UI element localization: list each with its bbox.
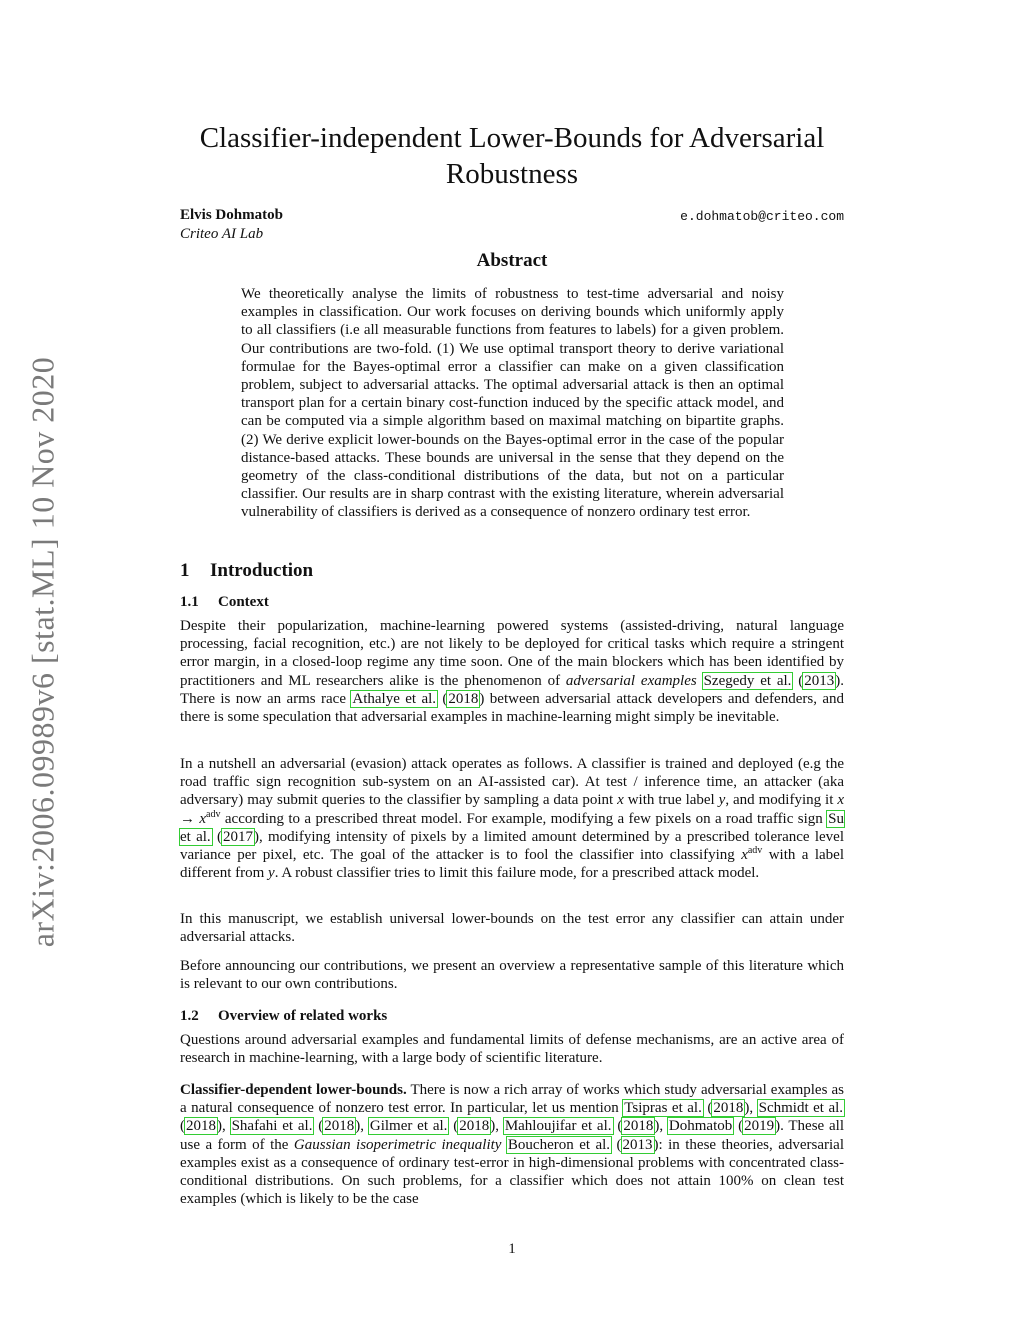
subsection-number: 1.2 (180, 1008, 199, 1024)
citation-link[interactable]: Su et al. (180, 810, 844, 845)
section-heading-introduction (180, 560, 844, 582)
citation-year-link[interactable]: 2017 (222, 828, 253, 845)
paragraph-context-3: In this manuscript, we establish universal lower-bounds on the test error any classifier can attain under adversarial attacks. (180, 911, 844, 946)
paragraph-context-4: Before announcing our contributions, we present an overview a representative sample of this literature which is relevant to our own contributions. (180, 958, 844, 993)
paragraph-related-1: Questions around adversarial examples and fundamental limits of defense mechanisms, are an active area of research in machine-learning, with a large body of scientific literature. (180, 1032, 844, 1067)
paragraph-lead: Classifier-dependent lower-bounds. (180, 1082, 407, 1098)
citation-link[interactable]: Dohmatob (668, 1118, 733, 1135)
citation-year-link[interactable]: 2018 (324, 1118, 355, 1135)
arxiv-identifier-stamp: arXiv:2006.09989v6 [stat.ML] 10 Nov 2020 (24, 356, 61, 948)
citation-year-link[interactable]: 2013 (804, 672, 835, 689)
citation-year-link[interactable]: 2019 (744, 1118, 775, 1135)
citation-link[interactable]: Schmidt et al. (758, 1100, 844, 1117)
abstract-heading: Abstract (476, 250, 548, 271)
citation-year-link[interactable]: 2018 (186, 1118, 216, 1135)
subsection-title: Overview of related works (218, 1008, 388, 1024)
subsection-heading-related-works (180, 1007, 844, 1025)
citation-link[interactable]: Tsipras et al. (624, 1100, 702, 1117)
subsection-heading-context (180, 593, 844, 611)
paragraph-related-2: Classifier-dependent lower-bounds. There is now a rich array of works which study adversarial examples as a natural consequence of nonzero test error. In particular, let us mention Tsipras et al. (2018), Schmidt et al. (2018), Shafahi et al. (2018), Gilmer et al. (2018), Mahloujifar et al. (2018), Dohmatob (2019). These all use a form of the Gaussian isoperimetric inequality Boucheron et al. (2013): in these theories, adversarial examples exist as a consequence of ordinary test-error in high-dimensional problems with concentrated class-conditional distributions. On such problems, for a classifier which does not attain 100% on clean test examples (which is likely to be the case (180, 1082, 845, 1208)
citation-link[interactable]: Gilmer et al. (369, 1118, 448, 1135)
paragraph-context-1: Despite their popularization, machine-learning powered systems (assisted-driving, natural language processing, facial recognition, etc.) are not likely to be deployed for critical tasks which require a stringent error margin, in a closed-loop regime any time soon. One of the main blockers which has been identified by practitioners and ML researchers alike is the phenomenon of adversarial examples Szegedy et al. (2013). There is now an arms race Athalye et al. (2018) between adversarial attack developers and defenders, and there is some speculation that adversarial examples in machine-learning might simply be inevitable. (180, 618, 845, 726)
citation-link[interactable]: Shafahi et al. (231, 1118, 313, 1135)
author-email[interactable]: e.dohmatob@criteo.com (680, 209, 844, 224)
citation-year-link[interactable]: 2013 (622, 1136, 653, 1153)
section-number: 1 (180, 560, 190, 581)
citation-link[interactable]: Mahloujifar et al. (504, 1118, 612, 1135)
paragraph-context-2: In a nutshell an adversarial (evasion) attack operates as follows. A classifier is trained and deployed (e.g the road traffic sign recognition sub-system on an AI-assisted car). At test / inference time, an attacker (aka adversary) may submit queries to the classifier by sampling a data point x with true label y, and modifying it $x \to x^{adv}$ according to a prescribed threat model. For example, modifying a few pixels on a road traffic sign Su et al. (2017), modifying intensity of pixels by a limited amount determined by a prescribed tolerance level variance per pixel, etc. The goal of the attacker is to fool the classifier into classifying $x^{adv}$ with a label different from y. A robust classifier tries to limit this failure mode, for a prescribed attack model. (180, 756, 845, 882)
citation-year-link[interactable]: 2018 (448, 690, 479, 707)
section-title: Introduction (210, 560, 314, 581)
author-affiliation: Criteo AI Lab (180, 226, 264, 242)
citation-year-link[interactable]: 2018 (459, 1118, 490, 1135)
citation-year-link[interactable]: 2018 (623, 1118, 654, 1135)
page-number: 1 (508, 1241, 516, 1257)
citation-link[interactable]: Athalye et al. (352, 690, 437, 707)
author-name: Elvis Dohmatob (180, 207, 283, 223)
subsection-title: Context (218, 594, 269, 610)
subsection-number: 1.1 (180, 594, 199, 610)
abstract-text: We theoretically analyse the limits of robustness to test-time adversarial and noisy examples in classification. Our work focuses on deriving bounds which uniformly apply to all classifiers (i.e all measurable functions from features to labels) for a given problem. Our contributions are two-fold. (1) We use optimal transport theory to derive variational formulae for the Bayes-optimal error a classifier can make on a given classification problem, subject to adversarial attacks. The optimal adversarial attack is then an optimal transport plan for a certain binary cost-function induced by the specific attack model, and can be computed via a simple algorithm based on maximal matching on bipartite graphs. (2) We derive explicit lower-bounds on the Bayes-optimal error in the case of the popular distance-based attacks. These bounds are universal in the sense that they depend on the geometry of the class-conditional distributions of the data, but not on a particular classifier. Our results are in sharp contrast with the existing literature, wherein adversarial vulnerability of classifiers is derived as a consequence of nonzero ordinary test error. (241, 286, 784, 521)
citation-link[interactable]: Szegedy et al. (703, 672, 792, 689)
paper-title: Classifier-independent Lower-Bounds for Adversarial Robustness (199, 122, 825, 190)
citation-year-link[interactable]: 2018 (713, 1100, 744, 1117)
citation-link[interactable]: Boucheron et al. (507, 1136, 611, 1153)
